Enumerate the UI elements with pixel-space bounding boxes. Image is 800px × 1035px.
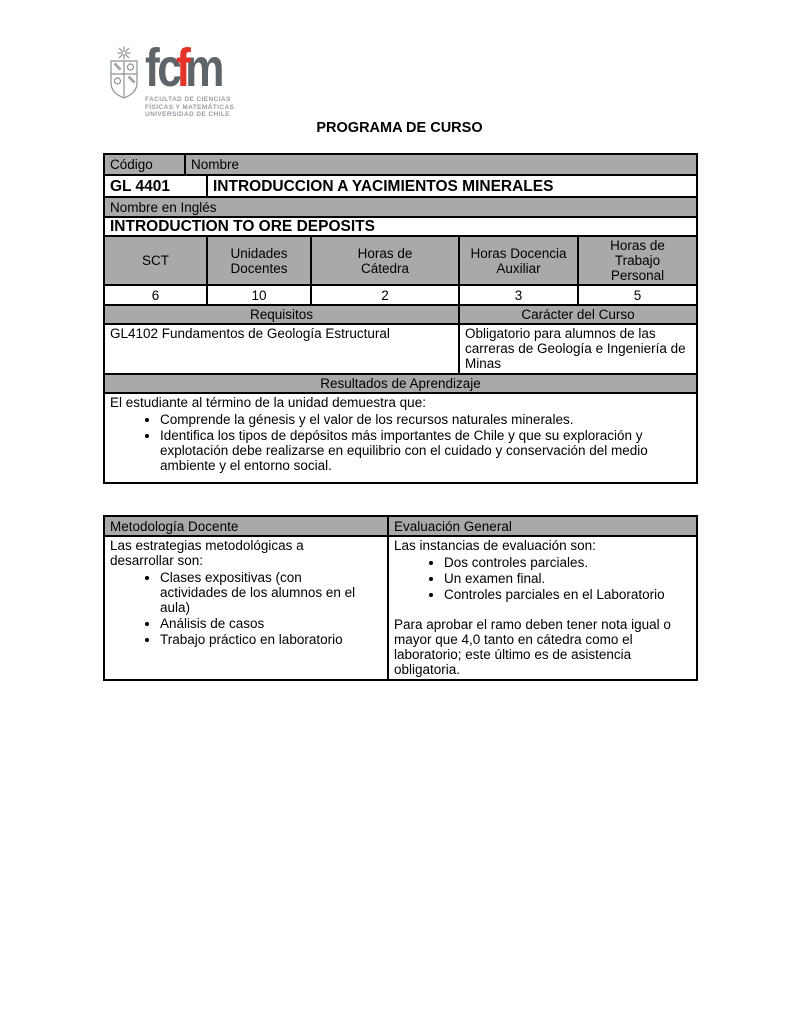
row-resultados-content xyxy=(104,393,697,483)
list-item: • Controles parciales en el Laboratorio xyxy=(444,587,691,602)
nombre-ingles-label-cell: Nombre en Inglés xyxy=(104,197,697,217)
wordmark-m: m xyxy=(185,38,223,98)
horas-catedra-value-cell: 2 xyxy=(311,285,459,305)
fcfm-wordmark xyxy=(145,38,223,98)
page-title: PROGRAMA DE CURSO xyxy=(316,120,483,136)
horas-catedra-header-cell: Horas de Cátedra xyxy=(311,236,459,285)
list-item: • Clases expositivas (con actividades de los alumnos en el aula) xyxy=(160,570,365,615)
evaluacion-intro: Las instancias de evaluación son: xyxy=(394,538,596,553)
evaluacion-header-cell: Evaluación General xyxy=(388,516,697,536)
codigo-value-cell: GL 4401 xyxy=(104,175,207,197)
unidades-docentes-header-cell: Unidades Docentes xyxy=(207,236,311,285)
resultados-intro: El estudiante al término de la unidad demuestra que: xyxy=(110,395,426,410)
logo-caption-line2: FÍSICAS Y MATEMÁTICAS xyxy=(145,103,235,111)
row-code-name-values xyxy=(104,175,697,197)
list-item: • Dos controles parciales. xyxy=(444,555,691,570)
caracter-label-cell: Carácter del Curso xyxy=(459,305,697,324)
requisitos-value-cell: GL4102 Fundamentos de Geología Estructural xyxy=(104,324,459,374)
evaluacion-bullet-list xyxy=(394,555,691,602)
horas-trabajo-value-cell: 5 xyxy=(578,285,697,305)
wordmark-fc: fc xyxy=(145,38,180,98)
resultados-label-cell: Resultados de Aprendizaje xyxy=(104,374,697,393)
logo-caption-line1: FACULTAD DE CIENCIAS xyxy=(145,96,231,103)
resultados-content-cell xyxy=(104,393,697,483)
list-item: • Análisis de casos xyxy=(160,616,365,631)
codigo-label-cell: Código xyxy=(104,154,185,175)
logo-text-block xyxy=(145,38,239,119)
row-credit-headers xyxy=(104,236,697,285)
row-resultados-label xyxy=(104,374,697,393)
row-requisitos-caracter-labels xyxy=(104,305,697,324)
list-item: • Un examen final. xyxy=(444,571,691,586)
row-english-label xyxy=(104,197,697,217)
caracter-value-cell: Obligatorio para alumnos de las carreras de Geología e Ingeniería de Minas xyxy=(459,324,697,374)
evaluacion-note: Para aprobar el ramo deben tener nota igual o mayor que 4,0 tanto en cátedra como el laboratorio; este último es de asistencia obligatoria. xyxy=(394,617,671,677)
row-english-value xyxy=(104,217,697,236)
course-info-table xyxy=(103,153,698,484)
list-item: • Trabajo práctico en laboratorio xyxy=(160,632,365,647)
requisitos-label-cell: Requisitos xyxy=(104,305,459,324)
logo-caption-line3: UNIVERSIDAD DE CHILE xyxy=(145,111,230,118)
list-item: • Comprende la génesis y el valor de los recursos naturales minerales. xyxy=(160,412,691,427)
nombre-value-cell: INTRODUCCION A YACIMIENTOS MINERALES xyxy=(207,175,697,197)
row-method-eval-content xyxy=(104,536,697,680)
resultados-bullet-list xyxy=(110,412,691,473)
horas-docencia-header-cell: Horas Docencia Auxiliar xyxy=(459,236,578,285)
row-credit-values xyxy=(104,285,697,305)
metodologia-intro: Las estrategias metodológicas a desarrollar son: xyxy=(110,538,304,568)
list-item: • Identifica los tipos de depósitos más importantes de Chile y que su exploración y explotación debe realizarse en equilibrio con el cuidado y conservación del medio ambiente y el entorno social. xyxy=(160,428,691,473)
row-code-name-labels xyxy=(104,154,697,175)
method-eval-table xyxy=(103,515,698,681)
metodologia-header-cell: Metodología Docente xyxy=(104,516,388,536)
metodologia-content-cell xyxy=(104,536,388,680)
university-crest-icon xyxy=(108,46,140,100)
fcfm-logo xyxy=(108,38,239,119)
logo-caption xyxy=(145,96,239,119)
unidades-docentes-value-cell: 10 xyxy=(207,285,311,305)
nombre-label-cell: Nombre xyxy=(185,154,697,175)
row-requisitos-caracter-values xyxy=(104,324,697,374)
sct-value-cell: 6 xyxy=(104,285,207,305)
metodologia-bullet-list xyxy=(110,570,365,647)
row-method-eval-headers xyxy=(104,516,697,536)
wordmark-accent-f: f xyxy=(176,38,189,98)
horas-trabajo-header-cell: Horas de Trabajo Personal xyxy=(578,236,697,285)
sct-header-cell: SCT xyxy=(104,236,207,285)
horas-docencia-value-cell: 3 xyxy=(459,285,578,305)
nombre-ingles-value-cell: INTRODUCTION TO ORE DEPOSITS xyxy=(104,217,697,236)
evaluacion-content-cell xyxy=(388,536,697,680)
